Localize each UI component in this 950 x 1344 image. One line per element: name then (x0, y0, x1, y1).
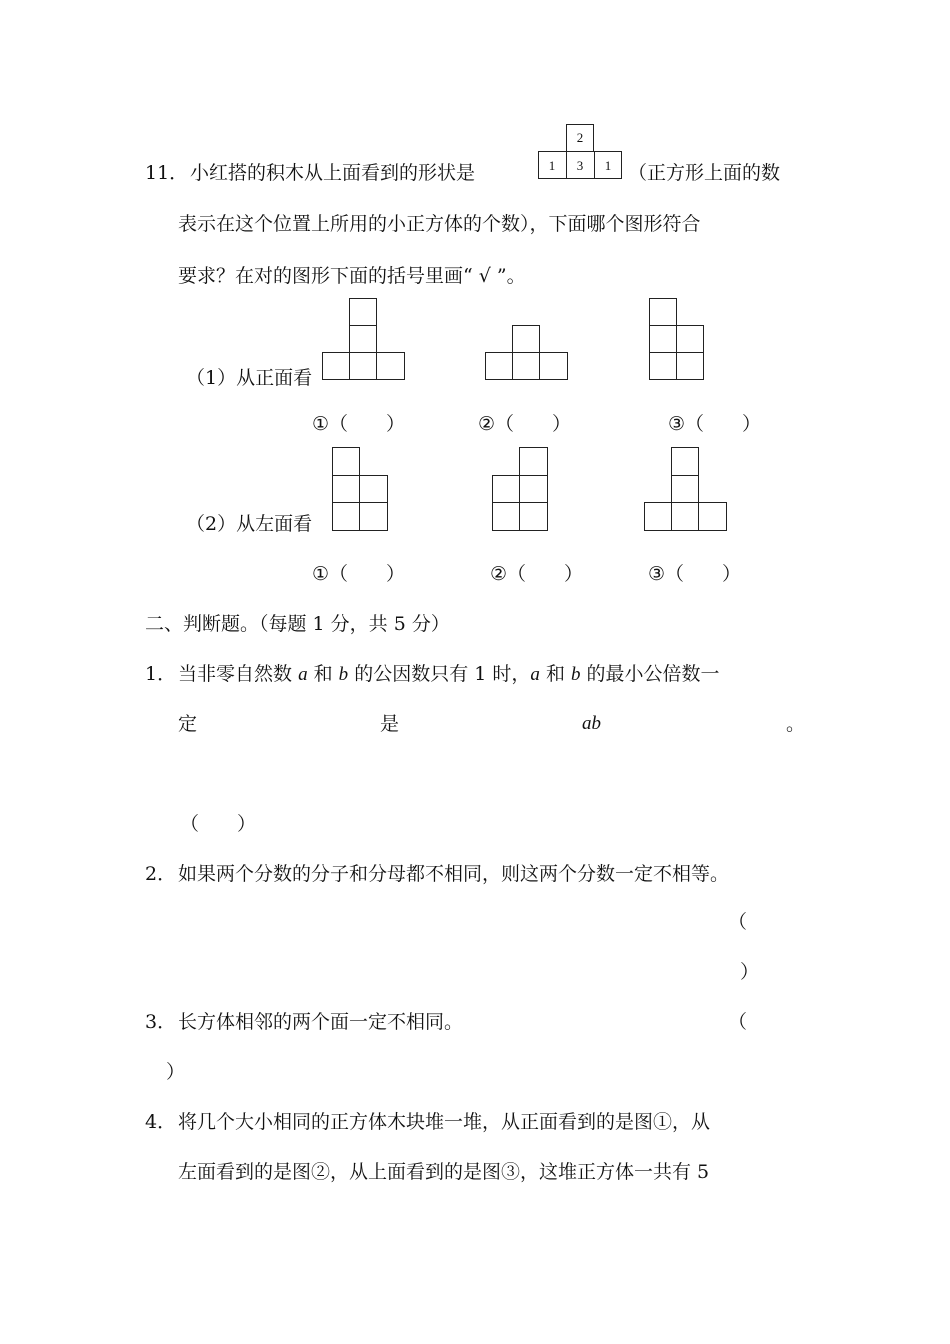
left-view-figure-3 (644, 447, 727, 531)
top-view-number: 1 (548, 158, 556, 173)
j1-var-b: b (338, 664, 349, 685)
top-view-number: 3 (576, 158, 584, 173)
part2-option-1[interactable]: ①（ ） (312, 563, 406, 585)
j1-mid: 的公因数只有 1 时， (354, 663, 531, 685)
j2-bracket-open[interactable]: （ (728, 911, 748, 933)
j3-text: 长方体相邻的两个面一定不相同。 (178, 1011, 464, 1033)
part2-option-3[interactable]: ③（ ） (648, 563, 742, 585)
part1-option-3[interactable]: ③（ ） (668, 413, 762, 435)
j3-number: 3． (145, 1011, 177, 1033)
left-view-figure-2 (492, 447, 548, 531)
front-view-figure-2 (485, 325, 568, 381)
j1-var-a: a (530, 664, 540, 685)
j1-and: 和 (545, 663, 565, 685)
j1-number: 1． (145, 663, 177, 685)
j1-var-a: a (298, 664, 308, 685)
part1-option-1[interactable]: ①（ ） (312, 413, 406, 435)
j1-line1 (178, 662, 720, 687)
j4-line1: 将几个大小相同的正方体木块堆一堆，从正面看到的是图①，从 (178, 1111, 711, 1133)
j1-word-1: 定 (178, 713, 198, 735)
j1-text: 当非零自然数 (178, 663, 293, 685)
part2-label: （2）从左面看 (186, 513, 313, 535)
q11-number: 11． (145, 162, 189, 184)
q11-text-b: （正方形上面的数 (628, 162, 781, 184)
top-view-number: 2 (576, 130, 584, 145)
part1-label: （1）从正面看 (186, 367, 313, 389)
j1-var-b: b (571, 664, 581, 685)
j4-line2: 左面看到的是图②，从上面看到的是图③，这堆正方体一共有 5 (178, 1161, 710, 1183)
j3-bracket-open[interactable]: （ (728, 1011, 748, 1033)
j2-text: 如果两个分数的分子和分母都不相同，则这两个分数一定不相等。 (178, 863, 730, 885)
j1-word-2: 是 (380, 713, 400, 735)
part1-option-2[interactable]: ②（ ） (478, 413, 572, 435)
front-view-figure-1 (322, 298, 405, 381)
j1-word-3: ab (582, 713, 601, 734)
top-view-diagram (538, 124, 622, 180)
top-view-number: 1 (604, 158, 612, 173)
j4-number: 4． (145, 1111, 177, 1133)
q11-line2: 表示在这个位置上所用的小正方体的个数），下面哪个图形符合 (178, 213, 701, 235)
j3-bracket-close[interactable]: ） (166, 1061, 186, 1083)
front-view-figure-3 (649, 298, 705, 381)
j1-answer-bracket[interactable]: （ ） (180, 813, 257, 835)
j1-word-4: 。 (786, 713, 806, 735)
j1-tail: 的最小公倍数一 (586, 663, 720, 685)
j2-number: 2． (145, 863, 177, 885)
q11-text-a: 小红搭的积木从上面看到的形状是 (190, 162, 476, 184)
j1-and: 和 (313, 663, 333, 685)
left-view-figure-1 (332, 447, 388, 531)
j2-bracket-close[interactable]: ） (740, 961, 760, 983)
q11-line3: 要求？在对的图形下面的括号里画“ √ ”。 (178, 265, 526, 287)
section2-title: 二、判断题。（每题 1 分，共 5 分） (145, 613, 450, 635)
part2-option-2[interactable]: ②（ ） (490, 563, 584, 585)
